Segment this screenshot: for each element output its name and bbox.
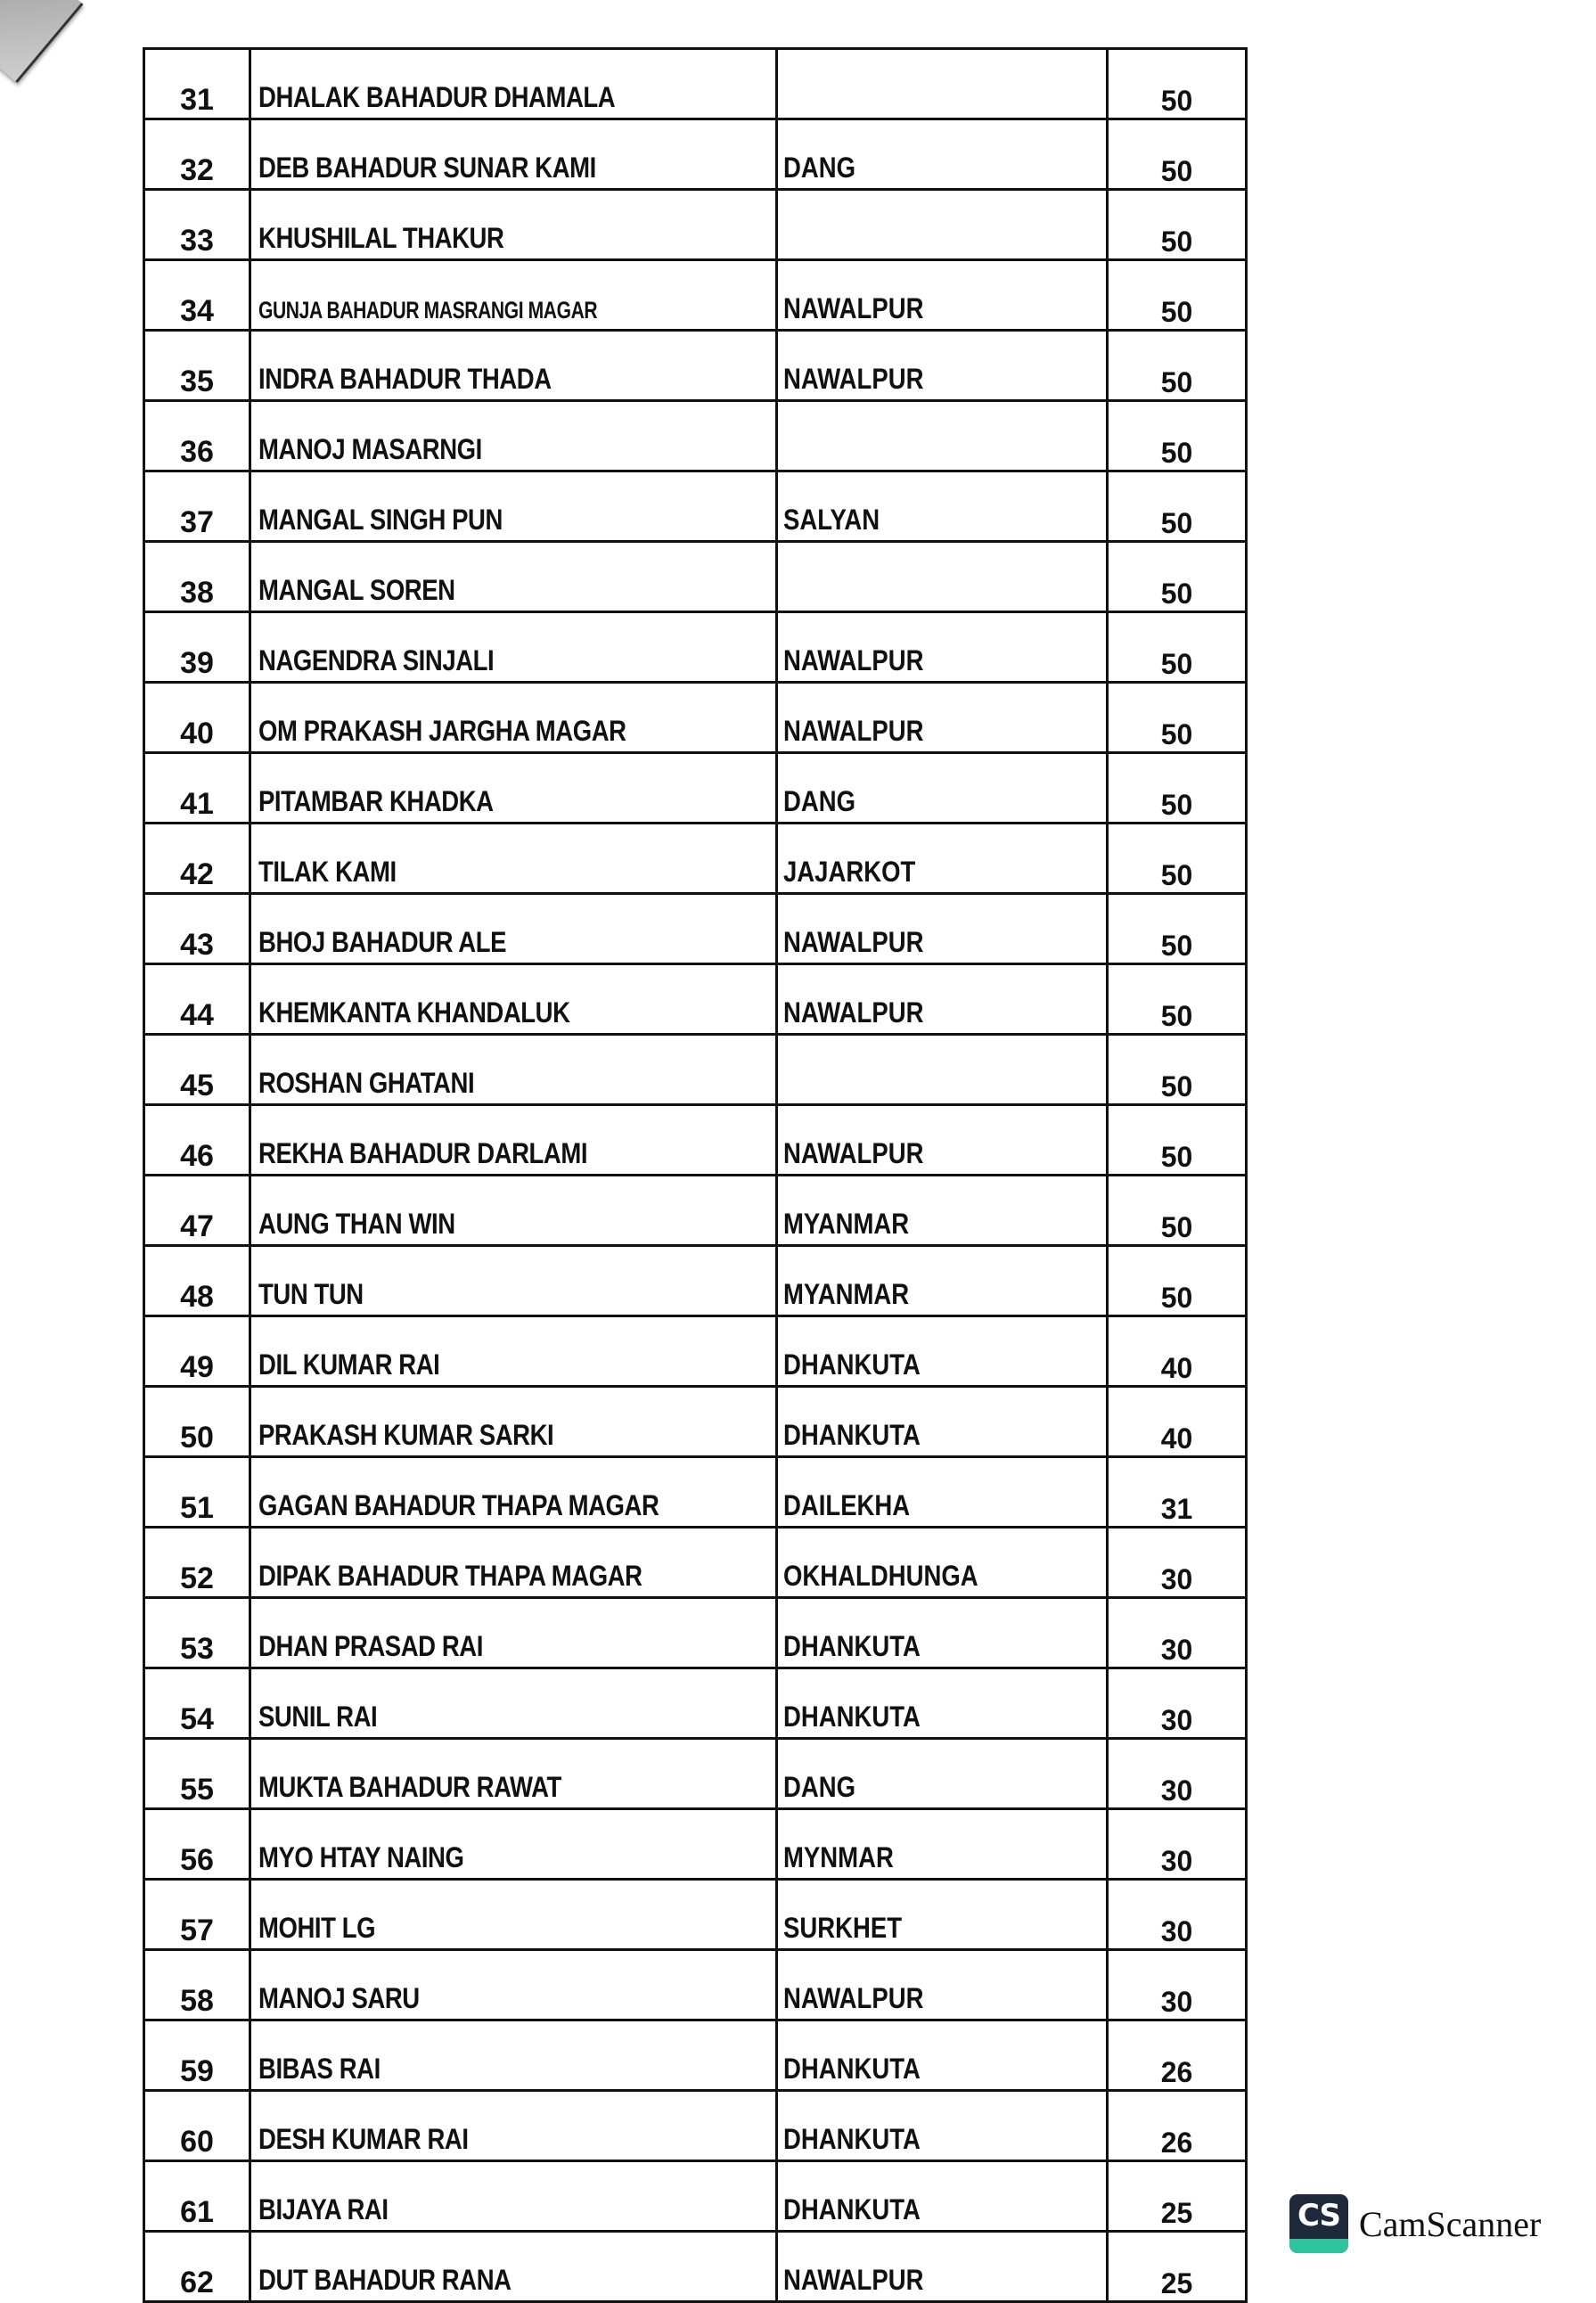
- name-cell: [250, 401, 777, 471]
- amount-cell-text: 50: [1160, 1141, 1193, 1173]
- serial-number-cell: [144, 401, 250, 471]
- serial-number-cell-text: 56: [180, 1843, 214, 1877]
- roster-table: [143, 47, 1248, 2303]
- district-cell-text: NAWALPUR: [783, 1982, 924, 2014]
- amount-cell: [1108, 2020, 1247, 2091]
- table-row: [144, 331, 1247, 401]
- name-cell-text: BIJAYA RAI: [258, 2193, 389, 2225]
- amount-cell-text: 50: [1160, 1282, 1193, 1314]
- name-cell-text: DHALAK BAHADUR DHAMALA: [258, 81, 616, 113]
- district-cell-text: NAWALPUR: [783, 715, 924, 747]
- table-row: [144, 683, 1247, 753]
- serial-number-cell-text: 36: [180, 435, 214, 469]
- name-cell: [250, 471, 777, 542]
- district-cell: [777, 1457, 1108, 1528]
- name-cell: [250, 2091, 777, 2161]
- camscanner-watermark: [1289, 2194, 1541, 2253]
- amount-cell-text: 50: [1160, 789, 1193, 821]
- serial-number-cell: [144, 1598, 250, 1668]
- amount-cell: [1108, 1035, 1247, 1105]
- name-cell: [250, 1457, 777, 1528]
- name-cell-text: DIPAK BAHADUR THAPA MAGAR: [258, 1560, 642, 1592]
- serial-number-cell: [144, 964, 250, 1035]
- name-cell: [250, 1387, 777, 1457]
- name-cell: [250, 1035, 777, 1105]
- amount-cell-text: 30: [1160, 1704, 1193, 1736]
- serial-number-cell: [144, 1880, 250, 1950]
- district-cell: [777, 1246, 1108, 1316]
- serial-number-cell: [144, 331, 250, 401]
- amount-cell-text: 50: [1160, 507, 1193, 539]
- name-cell-text: DHAN PRASAD RAI: [258, 1630, 483, 1662]
- serial-number-cell: [144, 2020, 250, 2091]
- table-row: [144, 401, 1247, 471]
- amount-cell-text: 50: [1160, 296, 1193, 328]
- name-cell: [250, 1880, 777, 1950]
- district-cell-text: DANG: [783, 785, 856, 817]
- serial-number-cell-text: 42: [180, 857, 214, 891]
- serial-number-cell-text: 44: [180, 998, 214, 1032]
- serial-number-cell: [144, 2091, 250, 2161]
- table-row: [144, 1598, 1247, 1668]
- name-cell: [250, 2161, 777, 2232]
- name-cell-text: MUKTA BAHADUR RAWAT: [258, 1771, 561, 1803]
- table-row: [144, 471, 1247, 542]
- district-cell-text: MYANMAR: [783, 1278, 910, 1310]
- serial-number-cell-text: 38: [180, 576, 214, 610]
- table-row: [144, 612, 1247, 683]
- table-row: [144, 2091, 1247, 2161]
- district-cell-text: DANG: [783, 152, 856, 184]
- district-cell: [777, 2020, 1108, 2091]
- district-cell-text: SALYAN: [783, 504, 880, 536]
- amount-cell-text: 30: [1160, 1774, 1193, 1807]
- table-row: [144, 1246, 1247, 1316]
- district-cell-text: NAWALPUR: [783, 292, 924, 324]
- amount-cell-text: 50: [1160, 155, 1193, 187]
- name-cell: [250, 119, 777, 190]
- name-cell-text: BIBAS RAI: [258, 2053, 381, 2085]
- district-cell: [777, 1105, 1108, 1176]
- amount-cell: [1108, 1457, 1247, 1528]
- amount-cell-text: 50: [1160, 366, 1193, 398]
- serial-number-cell-text: 43: [180, 928, 214, 962]
- amount-cell: [1108, 260, 1247, 331]
- table-row: [144, 260, 1247, 331]
- table-row: [144, 190, 1247, 260]
- amount-cell: [1108, 894, 1247, 964]
- amount-cell: [1108, 1880, 1247, 1950]
- serial-number-cell-text: 37: [180, 505, 214, 539]
- name-cell-text: KHUSHILAL THAKUR: [258, 222, 504, 254]
- table-row: [144, 1176, 1247, 1246]
- name-cell: [250, 1668, 777, 1739]
- amount-cell: [1108, 1316, 1247, 1387]
- name-cell: [250, 1246, 777, 1316]
- serial-number-cell-text: 49: [180, 1350, 214, 1384]
- district-cell: [777, 260, 1108, 331]
- name-cell: [250, 542, 777, 612]
- district-cell-text: MYNMAR: [783, 1841, 894, 1873]
- name-cell-text: NAGENDRA SINJALI: [258, 644, 495, 676]
- table-row: [144, 1950, 1247, 2020]
- serial-number-cell: [144, 1668, 250, 1739]
- name-cell: [250, 683, 777, 753]
- serial-number-cell: [144, 1316, 250, 1387]
- table-row: [144, 1880, 1247, 1950]
- district-cell: [777, 49, 1108, 119]
- district-cell-text: JAJARKOT: [783, 856, 916, 888]
- serial-number-cell-text: 58: [180, 1984, 214, 2018]
- district-cell: [777, 119, 1108, 190]
- name-cell-text: TUN TUN: [258, 1278, 364, 1310]
- amount-cell-text: 50: [1160, 225, 1193, 258]
- amount-cell: [1108, 401, 1247, 471]
- name-cell-text: GAGAN BAHADUR THAPA MAGAR: [258, 1489, 659, 1521]
- amount-cell-text: 30: [1160, 1915, 1193, 1947]
- serial-number-cell: [144, 1035, 250, 1105]
- table-row: [144, 542, 1247, 612]
- name-cell-text: PRAKASH KUMAR SARKI: [258, 1419, 554, 1451]
- amount-cell-text: 30: [1160, 1986, 1193, 2018]
- name-cell-text: DIL KUMAR RAI: [258, 1348, 440, 1381]
- table-row: [144, 1387, 1247, 1457]
- amount-cell: [1108, 1739, 1247, 1809]
- amount-cell-text: 25: [1160, 2267, 1193, 2299]
- amount-cell-text: 40: [1160, 1422, 1193, 1455]
- district-cell: [777, 1809, 1108, 1880]
- table-row: [144, 49, 1247, 119]
- serial-number-cell-text: 57: [180, 1914, 214, 1947]
- amount-cell-text: 25: [1160, 2197, 1193, 2229]
- amount-cell: [1108, 119, 1247, 190]
- serial-number-cell: [144, 1457, 250, 1528]
- name-cell: [250, 331, 777, 401]
- folded-page-corner: [0, 0, 83, 83]
- amount-cell: [1108, 753, 1247, 824]
- district-cell: [777, 331, 1108, 401]
- amount-cell-text: 26: [1160, 2056, 1193, 2088]
- serial-number-cell-text: 60: [180, 2125, 214, 2159]
- amount-cell-text: 30: [1160, 1634, 1193, 1666]
- district-cell-text: NAWALPUR: [783, 363, 924, 395]
- serial-number-cell-text: 47: [180, 1209, 214, 1243]
- district-cell-text: NAWALPUR: [783, 926, 924, 958]
- district-cell-text: DHANKUTA: [783, 1701, 921, 1733]
- name-cell-text: SUNIL RAI: [258, 1701, 378, 1733]
- table-row: [144, 2020, 1247, 2091]
- table-row: [144, 1528, 1247, 1598]
- table-row: [144, 894, 1247, 964]
- name-cell-text: PITAMBAR KHADKA: [258, 785, 494, 817]
- amount-cell-text: 30: [1160, 1563, 1193, 1595]
- amount-cell: [1108, 1387, 1247, 1457]
- amount-cell-text: 30: [1160, 1845, 1193, 1877]
- district-cell: [777, 1316, 1108, 1387]
- amount-cell-text: 50: [1160, 718, 1193, 750]
- serial-number-cell: [144, 894, 250, 964]
- district-cell-text: NAWALPUR: [783, 996, 924, 1029]
- district-cell-text: DHANKUTA: [783, 2193, 921, 2225]
- name-cell: [250, 1316, 777, 1387]
- serial-number-cell: [144, 753, 250, 824]
- name-cell-text: INDRA BAHADUR THADA: [258, 363, 552, 395]
- amount-cell-text: 50: [1160, 648, 1193, 680]
- amount-cell: [1108, 824, 1247, 894]
- serial-number-cell: [144, 542, 250, 612]
- name-cell: [250, 612, 777, 683]
- name-cell: [250, 260, 777, 331]
- district-cell-text: DHANKUTA: [783, 1630, 921, 1662]
- amount-cell: [1108, 964, 1247, 1035]
- serial-number-cell: [144, 2161, 250, 2232]
- serial-number-cell: [144, 683, 250, 753]
- name-cell: [250, 1176, 777, 1246]
- table-row: [144, 753, 1247, 824]
- district-cell: [777, 2161, 1108, 2232]
- name-cell-text: ROSHAN GHATANI: [258, 1067, 475, 1099]
- amount-cell-text: 40: [1160, 1352, 1193, 1384]
- name-cell: [250, 1950, 777, 2020]
- serial-number-cell: [144, 1105, 250, 1176]
- table-row: [144, 1739, 1247, 1809]
- district-cell: [777, 1035, 1108, 1105]
- district-cell-text: DHANKUTA: [783, 1419, 921, 1451]
- district-cell: [777, 1880, 1108, 1950]
- serial-number-cell-text: 54: [180, 1702, 214, 1736]
- district-cell: [777, 1387, 1108, 1457]
- amount-cell-text: 26: [1160, 2127, 1193, 2159]
- serial-number-cell-text: 59: [180, 2054, 214, 2088]
- name-cell: [250, 1739, 777, 1809]
- district-cell: [777, 1739, 1108, 1809]
- table-row: [144, 2161, 1247, 2232]
- name-cell-text: OM PRAKASH JARGHA MAGAR: [258, 715, 626, 747]
- table-row: [144, 1457, 1247, 1528]
- name-cell: [250, 1528, 777, 1598]
- serial-number-cell-text: 41: [180, 787, 214, 821]
- district-cell-text: SURKHET: [783, 1912, 903, 1944]
- amount-cell-text: 50: [1160, 1070, 1193, 1102]
- serial-number-cell-text: 51: [180, 1491, 214, 1525]
- name-cell: [250, 753, 777, 824]
- serial-number-cell: [144, 612, 250, 683]
- district-cell: [777, 612, 1108, 683]
- amount-cell: [1108, 1105, 1247, 1176]
- district-cell-text: NAWALPUR: [783, 1137, 924, 1169]
- serial-number-cell-text: 55: [180, 1773, 214, 1807]
- serial-number-cell: [144, 2232, 250, 2302]
- amount-cell: [1108, 1809, 1247, 1880]
- name-cell: [250, 190, 777, 260]
- serial-number-cell-text: 40: [180, 717, 214, 750]
- name-cell-text: AUNG THAN WIN: [258, 1208, 455, 1240]
- table-row: [144, 824, 1247, 894]
- logo-text: CS: [1297, 2198, 1341, 2233]
- camscanner-logo-icon: [1289, 2194, 1348, 2253]
- serial-number-cell-text: 45: [180, 1069, 214, 1102]
- amount-cell: [1108, 1598, 1247, 1668]
- district-cell-text: MYANMAR: [783, 1208, 910, 1240]
- table-row: [144, 1105, 1247, 1176]
- district-cell-text: DAILEKHA: [783, 1489, 911, 1521]
- serial-number-cell-text: 32: [180, 153, 214, 187]
- name-cell: [250, 964, 777, 1035]
- amount-cell-text: 50: [1160, 1000, 1193, 1032]
- amount-cell: [1108, 612, 1247, 683]
- district-cell-text: NAWALPUR: [783, 644, 924, 676]
- district-cell-text: DHANKUTA: [783, 2123, 921, 2155]
- serial-number-cell: [144, 1950, 250, 2020]
- serial-number-cell: [144, 49, 250, 119]
- district-cell: [777, 401, 1108, 471]
- amount-cell: [1108, 542, 1247, 612]
- district-cell-text: OKHALDHUNGA: [783, 1560, 978, 1592]
- table-row: [144, 1035, 1247, 1105]
- amount-cell: [1108, 2232, 1247, 2302]
- amount-cell-text: 50: [1160, 578, 1193, 610]
- amount-cell-text: 50: [1160, 437, 1193, 469]
- district-cell: [777, 1598, 1108, 1668]
- name-cell-text: DESH KUMAR RAI: [258, 2123, 469, 2155]
- name-cell-text: TILAK KAMI: [258, 856, 397, 888]
- table-row: [144, 1316, 1247, 1387]
- district-cell-text: DANG: [783, 1771, 856, 1803]
- table-row: [144, 119, 1247, 190]
- serial-number-cell-text: 61: [180, 2195, 214, 2229]
- name-cell: [250, 894, 777, 964]
- district-cell: [777, 1950, 1108, 2020]
- name-cell: [250, 49, 777, 119]
- logo-accent-bar: [1289, 2239, 1348, 2253]
- amount-cell-text: 50: [1160, 859, 1193, 891]
- district-cell-text: NAWALPUR: [783, 2264, 924, 2296]
- amount-cell: [1108, 190, 1247, 260]
- amount-cell-text: 50: [1160, 930, 1193, 962]
- amount-cell: [1108, 2161, 1247, 2232]
- district-cell-text: DHANKUTA: [783, 1348, 921, 1381]
- serial-number-cell: [144, 1809, 250, 1880]
- serial-number-cell: [144, 190, 250, 260]
- district-cell: [777, 894, 1108, 964]
- name-cell-text: BHOJ BAHADUR ALE: [258, 926, 507, 958]
- district-cell: [777, 753, 1108, 824]
- serial-number-cell-text: 62: [180, 2266, 214, 2299]
- amount-cell: [1108, 1528, 1247, 1598]
- name-cell: [250, 1105, 777, 1176]
- name-cell-text: KHEMKANTA KHANDALUK: [258, 996, 570, 1029]
- amount-cell-text: 31: [1160, 1493, 1193, 1525]
- serial-number-cell: [144, 824, 250, 894]
- serial-number-cell-text: 52: [180, 1561, 214, 1595]
- name-cell-text: DEB BAHADUR SUNAR KAMI: [258, 152, 596, 184]
- table-row: [144, 2232, 1247, 2302]
- name-cell: [250, 2020, 777, 2091]
- district-cell: [777, 683, 1108, 753]
- district-cell: [777, 1176, 1108, 1246]
- amount-cell-text: 50: [1160, 1211, 1193, 1243]
- amount-cell: [1108, 49, 1247, 119]
- serial-number-cell-text: 48: [180, 1280, 214, 1314]
- district-cell: [777, 471, 1108, 542]
- serial-number-cell-text: 46: [180, 1139, 214, 1173]
- serial-number-cell: [144, 1528, 250, 1598]
- name-cell: [250, 2232, 777, 2302]
- district-cell: [777, 190, 1108, 260]
- serial-number-cell-text: 35: [180, 365, 214, 398]
- name-cell: [250, 824, 777, 894]
- serial-number-cell: [144, 1246, 250, 1316]
- table-row: [144, 1809, 1247, 1880]
- serial-number-cell: [144, 471, 250, 542]
- amount-cell: [1108, 471, 1247, 542]
- name-cell-text: MANOJ SARU: [258, 1982, 420, 2014]
- amount-cell: [1108, 331, 1247, 401]
- district-cell: [777, 964, 1108, 1035]
- name-cell-text: MOHIT LG: [258, 1912, 376, 1944]
- name-cell-text: DUT BAHADUR RANA: [258, 2264, 512, 2296]
- name-cell-text: MANOJ MASARNGI: [258, 433, 482, 465]
- district-cell: [777, 2091, 1108, 2161]
- brand-name: CamScanner: [1359, 2203, 1542, 2244]
- table-row: [144, 964, 1247, 1035]
- district-cell-text: DHANKUTA: [783, 2053, 921, 2085]
- serial-number-cell-text: 53: [180, 1632, 214, 1666]
- name-cell-text: MANGAL SOREN: [258, 574, 455, 606]
- amount-cell: [1108, 2091, 1247, 2161]
- name-cell-text: MYO HTAY NAING: [258, 1841, 464, 1873]
- serial-number-cell: [144, 1739, 250, 1809]
- amount-cell: [1108, 683, 1247, 753]
- district-cell: [777, 1528, 1108, 1598]
- name-cell-text: MANGAL SINGH PUN: [258, 504, 503, 536]
- serial-number-cell: [144, 1176, 250, 1246]
- amount-cell: [1108, 1668, 1247, 1739]
- serial-number-cell-text: 50: [180, 1421, 214, 1455]
- amount-cell: [1108, 1246, 1247, 1316]
- district-cell: [777, 824, 1108, 894]
- table-row: [144, 1668, 1247, 1739]
- roster-table-body: [144, 49, 1247, 2302]
- name-cell-text: GUNJA BAHADUR MASRANGI MAGAR: [258, 297, 598, 324]
- district-cell: [777, 1668, 1108, 1739]
- serial-number-cell: [144, 1387, 250, 1457]
- serial-number-cell-text: 34: [180, 294, 214, 328]
- name-cell-text: REKHA BAHADUR DARLAMI: [258, 1137, 588, 1169]
- serial-number-cell-text: 33: [180, 224, 214, 258]
- serial-number-cell: [144, 119, 250, 190]
- serial-number-cell: [144, 260, 250, 331]
- amount-cell-text: 50: [1160, 85, 1193, 117]
- name-cell: [250, 1809, 777, 1880]
- district-cell: [777, 2232, 1108, 2302]
- amount-cell: [1108, 1950, 1247, 2020]
- amount-cell: [1108, 1176, 1247, 1246]
- serial-number-cell-text: 31: [180, 83, 214, 117]
- district-cell: [777, 542, 1108, 612]
- serial-number-cell-text: 39: [180, 646, 214, 680]
- name-cell: [250, 1598, 777, 1668]
